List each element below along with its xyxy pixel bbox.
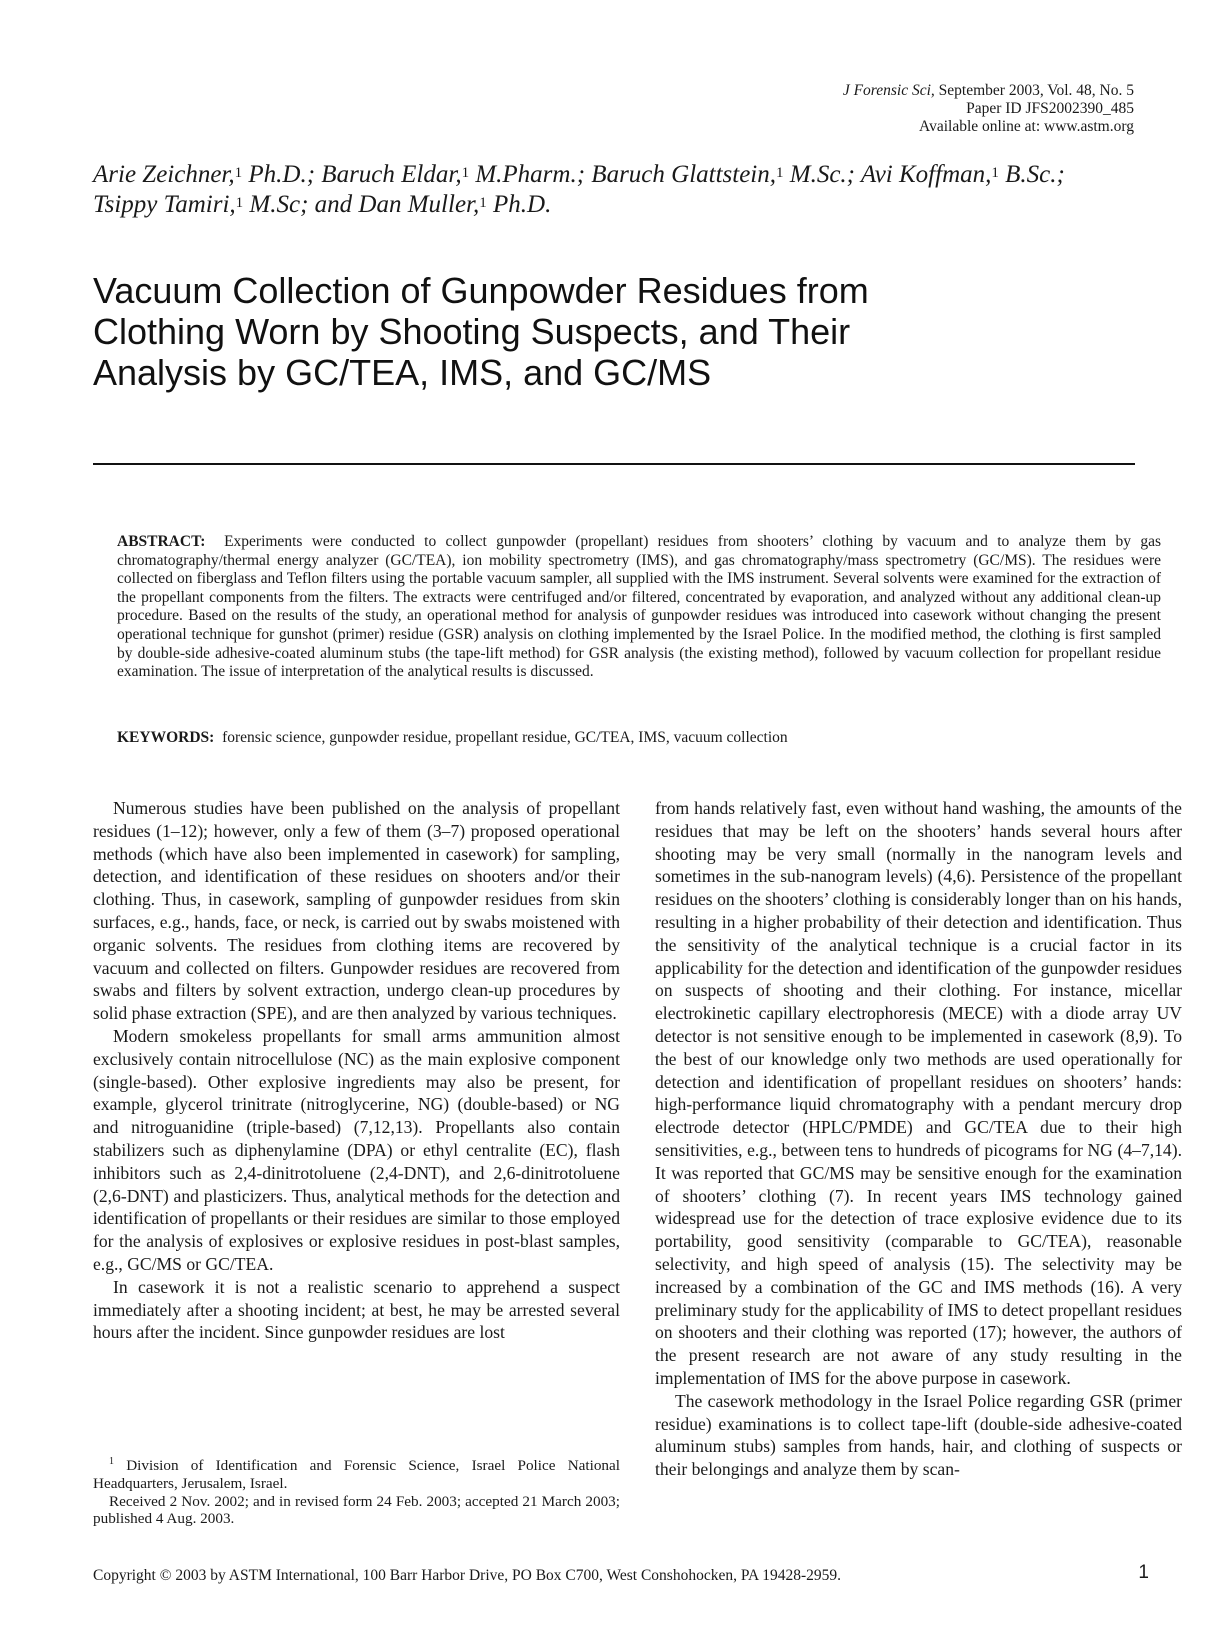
keywords-label: KEYWORDS: [117, 729, 215, 746]
affiliation-marker: 1 [991, 165, 999, 181]
paper-title [93, 270, 993, 393]
author-line-1 [93, 160, 1153, 190]
abstract-text: Experiments were conducted to collect gunpowder (propellant) residues from shooters’ clothing by vacuum and to analyze them by gas chromatography/thermal energy analyzer (GC/TEA), ion mobility spectrometry (IMS), and gas chromatography/mass spectrometry (GC/MS). The residues were collected on fiberglass and Teflon filters using the portable vacuum sampler, all supplied with the IMS instrument. Several solvents were examined for the extraction of the propellant components from the filters. The extracts were centrifuged and/or filtered, concentrated by evaporation, and analyzed without any additional clean-up procedure. Based on the results of the study, an operational method for analysis of gunpowder residues was introduced into casework without changing the present operational technique for gunshot (primer) residue (GSR) analysis on clothing implemented by the Israel Police. In the modified method, the clothing is first sampled by double-side adhesive-coated aluminum stubs (the tape-lift method) for GSR analysis (the existing method), followed by vacuum collection for propellant residue examination. The issue of interpretation of the analytical results is discussed. [117, 533, 1162, 681]
author-name: Dan Muller, [352, 191, 480, 218]
paper-id: Paper ID JFS2002390_485 [966, 100, 1134, 117]
author-name: Arie Zeichner, [93, 161, 235, 188]
affiliation-marker: 1 [234, 165, 243, 181]
journal-citation [843, 82, 1134, 100]
title-line: Clothing Worn by Shooting Suspects, and Their [93, 311, 851, 352]
affiliation-marker: 1 [776, 165, 784, 181]
author-list [93, 160, 1153, 220]
body-column-left [93, 797, 620, 1344]
availability-line: Available online at: www.astm.org [919, 118, 1134, 135]
body-paragraph: Numerous studies have been published on the analysis of propellant residues (1–12); however, only a few of them (3–7) proposed operational methods (which have also been implemented in casework) for sampling, detection, and identification of these residues on shooters and/or their clothing. Thus, in casework, sampling of gunpowder residues from skin surfaces, e.g., hands, face, or neck, is carried out by swabs moistened with organic solvents. The residues from clothing items are recovered by vacuum and collected on filters. Gunpowder residues are recovered from swabs and filters by solvent extraction, undergo clean-up procedures by solid phase extraction (SPE), and are then analyzed by various techniques. [93, 798, 620, 1024]
author-degree: Ph.D. [486, 191, 552, 218]
body-paragraph: Modern smokeless propellants for small arms ammunition almost exclusively contain nitrocellulose (NC) as the main explosive component (single-based). Other explosive ingredients may also be present, for example, glycerol trinitrate (nitroglycerine, NG) (double-based) or NG and nitroguanidine (triple-based) (7,12,13). Propellants also contain stabilizers such as diphenylamine (DPA) or ethyl centralite (EC), flash inhibitors such as 2,4-dinitrotoluene (2,4-DNT), and 2,6-dinitrotoluene (2,6-DNT) and plasticizers. Thus, analytical methods for the detection and identification of propellants or their residues are similar to those employed for the analysis of explosives or explosive residues in post-blast samples, e.g., GC/MS or GC/TEA. [93, 1025, 620, 1274]
abstract-label: ABSTRACT: [117, 533, 206, 550]
body-paragraph: In casework it is not a realistic scenario to apprehend a suspect immediately after a shooting incident; at best, he may be arrested several hours after the incident. Since gunpowder residues are lost [93, 1276, 620, 1343]
affiliation-marker: 1 [479, 195, 487, 211]
author-degree: Ph.D.; [242, 161, 316, 188]
body-paragraph: The casework methodology in the Israel Police regarding GSR (primer residue) examinations is to collect tape-lift (double-side adhesive-coated aluminum stubs) samples from hands, hair, and clothing of suspects or their belongings and analyze them by scan- [655, 1390, 1182, 1480]
author-degree: M.Pharm.; [469, 161, 586, 188]
footnote-marker: 1 [109, 1456, 114, 1467]
body-column-right [655, 797, 1182, 1481]
affiliation-footnote [93, 1453, 620, 1493]
affiliation-marker: 1 [461, 165, 470, 181]
keywords [117, 729, 1161, 747]
footnotes [93, 1453, 620, 1528]
author-name: Baruch Eldar, [315, 161, 462, 188]
received-footnote: Received 2 Nov. 2002; and in revised form 24 Feb. 2003; accepted 21 March 2003; published 4 Aug. 2003. [93, 1492, 620, 1528]
author-degree: M.Sc; and [243, 191, 353, 218]
page-number: 1 [1138, 1562, 1149, 1583]
author-degree: M.Sc.; [783, 161, 856, 188]
author-name: Baruch Glattstein, [585, 161, 777, 188]
affiliation-text: Division of Identification and Forensic Science, Israel Police National Headquarters, Jerusalem, Israel. [93, 1457, 620, 1492]
body-paragraph: from hands relatively fast, even without hand washing, the amounts of the residues that may be left on the shooters’ hands several hours after shooting may be very small (normally in the nanogram levels and sometimes in the sub-nanogram levels) (4,6). Persistence of the propellant residues on the shooters’ clothing is considerably longer than on his hands, resulting in a higher probability of their detection and identification. Thus the sensitivity of the analytical technique is a crucial factor in its applicability for the detection and identification of the gunpowder residues on suspects of shooting and their clothing. For instance, micellar electrokinetic capillary electrophoresis (MECE) with a diode array UV detector is not sensitive enough to be implemented in casework (8,9). To the best of our knowledge only two methods are used operationally for detection and identification of propellant residues on shooters’ hands: high-performance liquid chromatography with a pendant mercury drop electrode detector (HPLC/PMDE) and GC/TEA due to their high sensitivities, e.g., between tens to hundreds of picograms for NG (4–7,14). It was reported that GC/MS may be sensitive enough for the examination of shooters’ clothing (7). In recent years IMS technology gained widespread use for the detection of trace explosive evidence due to its portability, good sensitivity (comparable to GC/TEA), reasonable selectivity, and high speed of analysis (15). The selectivity may be increased by a combination of the GC and IMS methods (16). A very preliminary study for the applicability of IMS to detect propellant residues on shooters and their clothing was reported (17); however, the authors of the present research are not aware of any study resulting in the implementation of IMS for the above purpose in casework. [655, 798, 1182, 1388]
journal-issue: September 2003, Vol. 48, No. 5 [934, 82, 1134, 99]
affiliation-marker: 1 [235, 195, 244, 211]
journal-name: J Forensic Sci, [842, 82, 935, 99]
title-divider [93, 463, 1135, 465]
copyright-notice: Copyright © 2003 by ASTM International, 100 Barr Harbor Drive, PO Box C700, West Conshohocken, PA 19428-2959. [93, 1567, 842, 1584]
title-line: Analysis by GC/TEA, IMS, and GC/MS [93, 352, 712, 393]
abstract [117, 533, 1161, 682]
author-name: Tsippy Tamiri, [93, 191, 236, 218]
author-line-2 [93, 190, 1153, 220]
author-name: Avi Koffman, [855, 161, 992, 188]
keywords-text: forensic science, gunpowder residue, propellant residue, GC/TEA, IMS, vacuum collection [222, 729, 788, 746]
title-line: Vacuum Collection of Gunpowder Residues from [93, 270, 869, 311]
author-degree: B.Sc.; [998, 161, 1065, 188]
journal-header [843, 82, 1134, 136]
